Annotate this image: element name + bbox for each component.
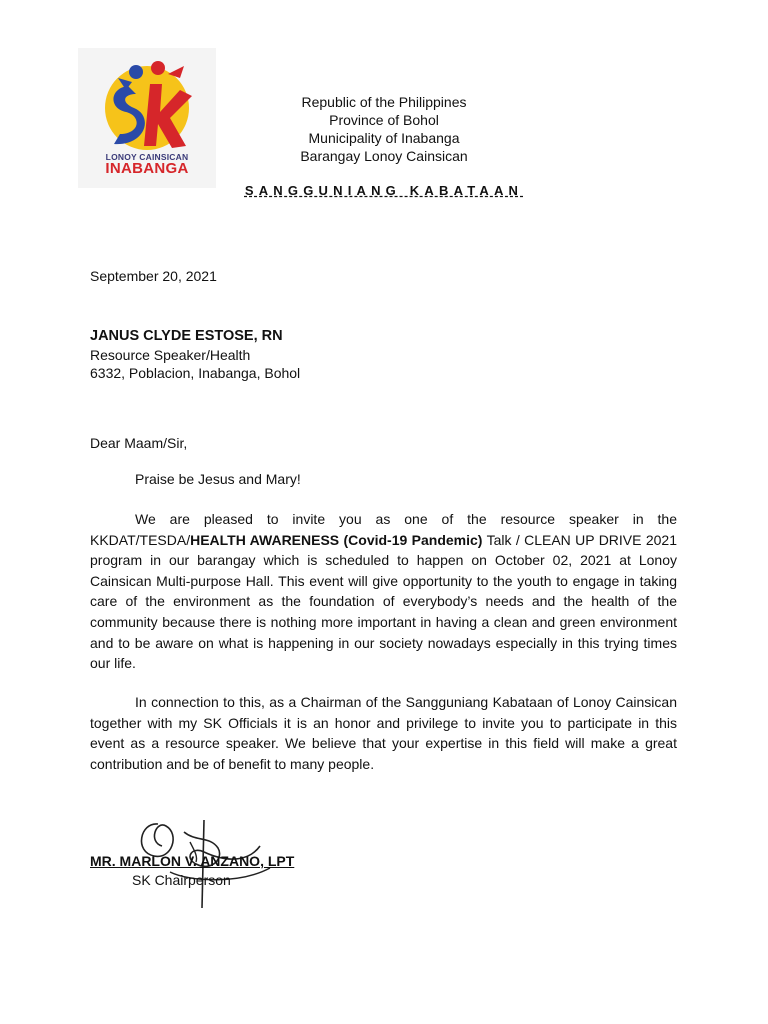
body-paragraph-1 xyxy=(90,509,677,674)
letterhead-barangay: Barangay Lonoy Cainsican xyxy=(300,148,468,164)
body-paragraph-1-emphasis: HEALTH AWARENESS (Covid-19 Pandemic) xyxy=(190,531,483,548)
letterhead-country: Republic of the Philippines xyxy=(301,94,467,110)
letterhead-municipality: Municipality of Inabanga xyxy=(308,130,460,146)
body-paragraph-2: In connection to this, as a Chairman of the Sangguniang Kabataan of Lonoy Cainsican together with my SK Officials it is an honor and privilege to invite you to participate in this event as a resource speaker. We believe that your expertise in this field will make a great contribution and be of benefit to many people. xyxy=(90,694,677,772)
logo-caption-municipality: INABANGA xyxy=(105,160,189,177)
signatory-title: SK Chairperson xyxy=(132,872,231,888)
organization-name: SANGGUNIANG KABATAAN xyxy=(244,183,524,198)
recipient-block xyxy=(90,326,677,383)
signature-block xyxy=(90,852,294,890)
signatory-name: MR. MARLON V. ANZANO, LPT xyxy=(90,853,295,869)
recipient-address: 6332, Poblacion, Inabanga, Bohol xyxy=(90,365,301,381)
recipient-name: JANUS CLYDE ESTOSE, RN xyxy=(90,328,283,344)
logo-caption-barangay: LONOY CAINSICAN xyxy=(105,152,189,162)
recipient-position: Resource Speaker/Health xyxy=(90,346,251,363)
letterhead xyxy=(250,93,518,165)
sk-logo xyxy=(78,48,216,188)
letter-date: September 20, 2021 xyxy=(90,268,217,284)
sk-logo-emblem-icon xyxy=(88,56,206,156)
greeting: Praise be Jesus and Mary! xyxy=(135,471,301,487)
salutation: Dear Maam/Sir, xyxy=(90,435,188,451)
body-paragraph-1-lead: We are pleased to invite you as one of the resource speaker in the KKDAT/TESDA/ xyxy=(90,511,677,548)
body-paragraph-1-rest: Talk / CLEAN UP DRIVE 2021 program in our barangay which is scheduled to happen on October 02, 2021 at Lonoy Cainsican Multi-purpose Hall. This event will give opportunity to the youth to engage in taking care of the environment as the foundation of everybody’s needs and the health of the community because there is nothing more important in having a clean and green environment and to be aware on what is happening in our society nowadays especially in this trying times our life. xyxy=(90,531,677,672)
letterhead-province: Province of Bohol xyxy=(329,112,439,128)
